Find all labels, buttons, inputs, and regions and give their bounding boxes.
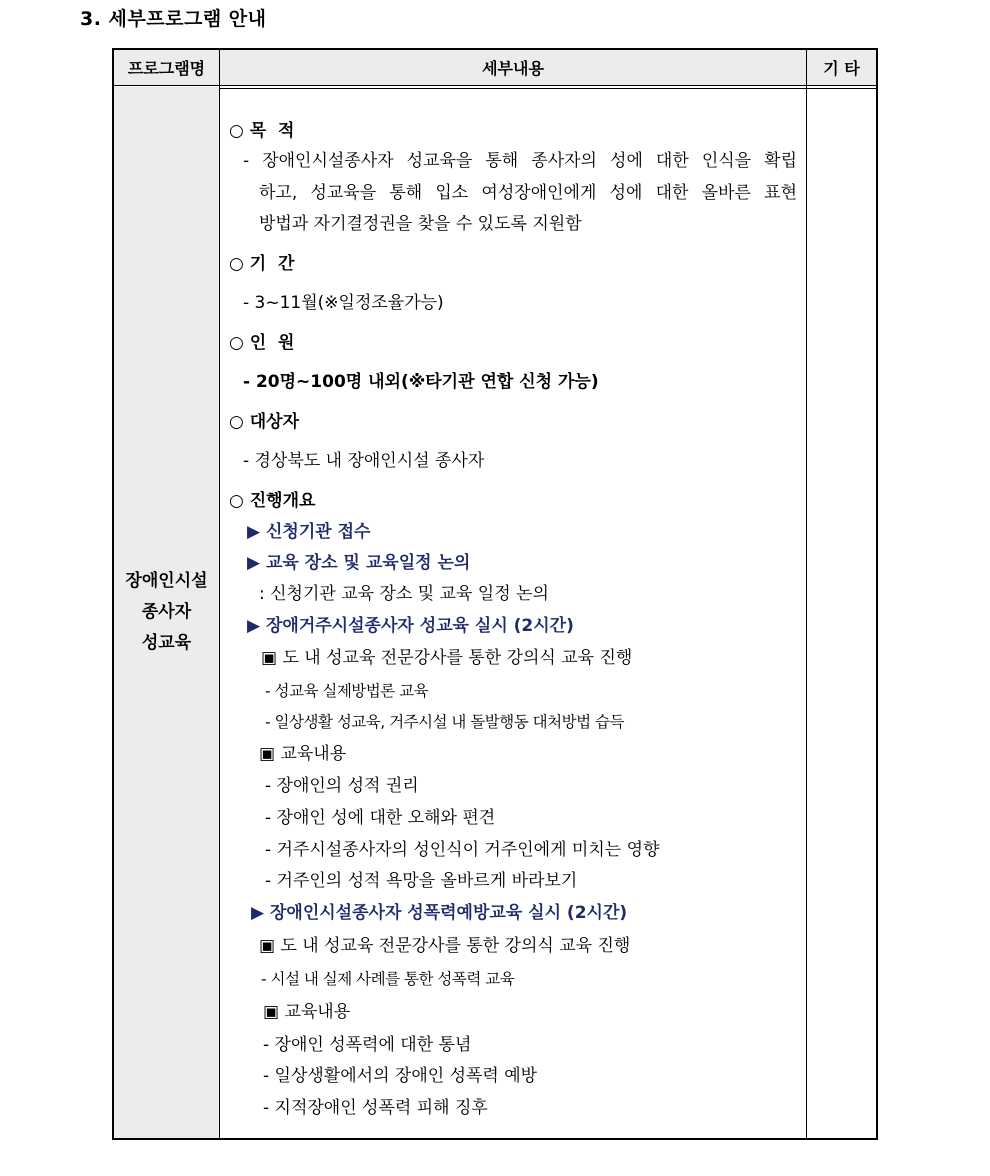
step4-sub: - 시설 내 실제 사례를 통한 성폭력 교육 xyxy=(261,970,515,988)
header-divider-bottom xyxy=(114,88,876,89)
step-application: ▶ 신청기관 접수 xyxy=(247,522,371,542)
step3-sub: - 성교육 실제방법론 교육 xyxy=(265,682,429,700)
step4-method: ▣ 도 내 성교육 전문강사를 통한 강의식 교육 진행 xyxy=(259,936,631,956)
column-divider-1 xyxy=(219,50,220,1138)
program-name-line: 종사자 xyxy=(141,602,192,622)
step3-method: ▣ 도 내 성교육 전문강사를 통한 강의식 교육 진행 xyxy=(261,648,633,668)
program-table xyxy=(112,48,878,1140)
step3-sub: - 일상생활 성교육, 거주시설 내 돌발행동 대처방법 습득 xyxy=(265,713,624,731)
step3-content-item: - 거주시설종사자의 성인식이 거주인에게 미치는 영향 xyxy=(265,840,660,860)
period-title: ○ 기 간 xyxy=(229,254,295,274)
step-violence-prevention: ▶ 장애인시설종사자 성폭력예방교육 실시 (2시간) xyxy=(251,903,628,923)
period-text: - 3~11월(※일정조율가능) xyxy=(243,293,444,313)
people-text: - 20명~100명 내외(※타기관 연합 신청 가능) xyxy=(243,372,599,392)
target-text: - 경상북도 내 장애인시설 종사자 xyxy=(243,451,485,471)
step-sex-education: ▶ 장애거주시설종사자 성교육 실시 (2시간) xyxy=(247,616,574,636)
step3-content-title: ▣ 교육내용 xyxy=(259,744,347,764)
section-heading: 3. 세부프로그램 안내 xyxy=(80,8,267,30)
header-divider-top xyxy=(114,85,876,86)
step4-content-item: - 장애인 성폭력에 대한 통념 xyxy=(263,1035,472,1055)
header-details: 세부내용 xyxy=(220,50,806,85)
purpose-line: 하고, 성교육을 통해 입소 여성장애인에게 성에 대한 올바른 표현 xyxy=(259,183,797,203)
header-etc: 기 타 xyxy=(807,50,876,85)
step4-content-title: ▣ 교육내용 xyxy=(263,1002,351,1022)
step-schedule-note: : 신청기관 교육 장소 및 교육 일정 논의 xyxy=(259,584,549,604)
column-divider-2 xyxy=(806,50,807,1138)
purpose-title: ○ 목 적 xyxy=(229,121,295,141)
program-name-line: 장애인시설 xyxy=(125,571,208,591)
target-title: ○ 대상자 xyxy=(229,412,300,432)
program-name-line: 성교육 xyxy=(141,633,192,653)
purpose-line: - 장애인시설종사자 성교육을 통해 종사자의 성에 대한 인식을 확립 xyxy=(243,151,797,171)
step-schedule: ▶ 교육 장소 및 교육일정 논의 xyxy=(247,553,471,573)
overview-title: ○ 진행개요 xyxy=(229,491,316,511)
step4-content-item: - 지적장애인 성폭력 피해 징후 xyxy=(263,1098,488,1118)
step3-content-item: - 거주인의 성적 욕망을 올바르게 바라보기 xyxy=(265,871,578,891)
purpose-line: 방법과 자기결정권을 찾을 수 있도록 지원함 xyxy=(259,214,582,234)
program-name-cell xyxy=(114,87,219,1138)
step3-content-item: - 장애인의 성적 권리 xyxy=(265,776,419,796)
header-program-name: 프로그램명 xyxy=(114,50,219,85)
step3-content-item: - 장애인 성에 대한 오해와 편견 xyxy=(265,808,496,828)
people-title: ○ 인 원 xyxy=(229,333,295,353)
step4-content-item: - 일상생활에서의 장애인 성폭력 예방 xyxy=(263,1066,538,1086)
